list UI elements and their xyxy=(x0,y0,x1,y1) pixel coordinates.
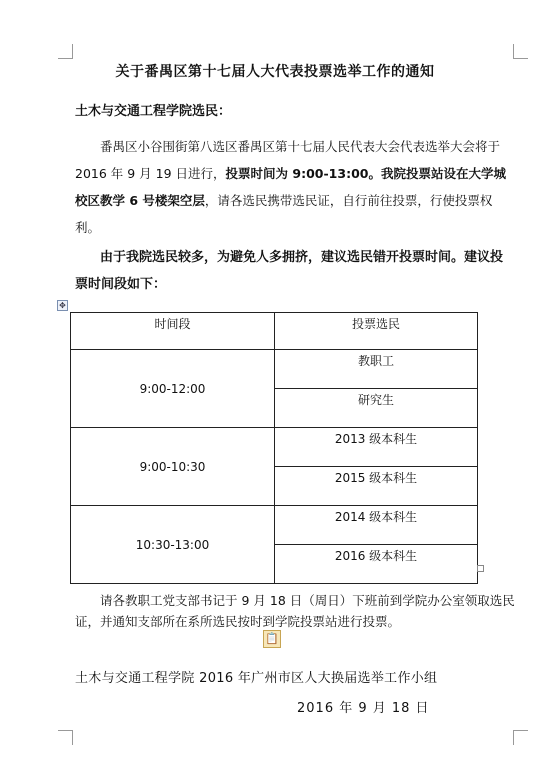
voter-cell: 2013 级本科生 xyxy=(275,428,478,467)
crop-mark-top-right xyxy=(513,44,528,59)
table-header-cell: 投票选民 xyxy=(275,313,478,350)
paragraph-text: ，请各选民携带选民证，自行前往投票，行使投票权利。 xyxy=(75,193,493,235)
time-slot-cell: 10:30-13:00 xyxy=(71,506,275,584)
voter-cell: 教职工 xyxy=(275,350,478,389)
paragraph-voting-info xyxy=(75,133,515,241)
crop-mark-top-left xyxy=(58,44,73,59)
table-row xyxy=(71,428,478,467)
table-row xyxy=(71,506,478,545)
time-slot-cell: 9:00-10:30 xyxy=(71,428,275,506)
crop-mark-bottom-right xyxy=(513,730,528,745)
table-header-cell: 时间段 xyxy=(71,313,275,350)
table-move-handle-icon[interactable]: ✥ xyxy=(57,300,68,311)
paste-options-icon[interactable]: 📋 xyxy=(263,630,281,648)
time-slot-cell: 9:00-12:00 xyxy=(71,350,275,428)
voter-cell: 2016 级本科生 xyxy=(275,545,478,584)
footer-organization: 土木与交通工程学院 2016 年广州市区人大换届选举工作小组 xyxy=(75,671,438,686)
paragraph-bold-text: 投票时间为 9:00-13:00。我院投票站设在大学城校区教学 6 号楼架空层 xyxy=(75,166,506,208)
salutation: 土木与交通工程学院选民： xyxy=(75,104,232,119)
footer-date: 2016 年 9 月 18 日 xyxy=(297,701,430,716)
document-title: 关于番禺区第十七届人大代表投票选举工作的通知 xyxy=(115,64,435,80)
voter-cell: 2014 级本科生 xyxy=(275,506,478,545)
paragraph-text: 番禺区小谷围街第八选区番禺区第十七届人民代表大会代表选举大会将于 2016 年 9 月 19 日进行， xyxy=(75,139,501,181)
table-resize-handle[interactable] xyxy=(477,565,484,572)
table-header-row xyxy=(71,313,478,350)
voter-cell: 研究生 xyxy=(275,389,478,428)
paragraph-instructions: 请各教职工党支部书记于 9 月 18 日（周日）下班前到学院办公室领取选民证，并通知支部所在系所选民按时到学院投票站进行投票。 xyxy=(75,593,515,629)
table-row xyxy=(71,350,478,389)
paragraph-suggestion: 由于我院选民较多，为避免人多拥挤，建议选民错开投票时间。建议投票时间段如下： xyxy=(75,250,504,292)
crop-mark-bottom-left xyxy=(58,730,73,745)
voting-schedule-table xyxy=(70,312,478,584)
voter-cell: 2015 级本科生 xyxy=(275,467,478,506)
